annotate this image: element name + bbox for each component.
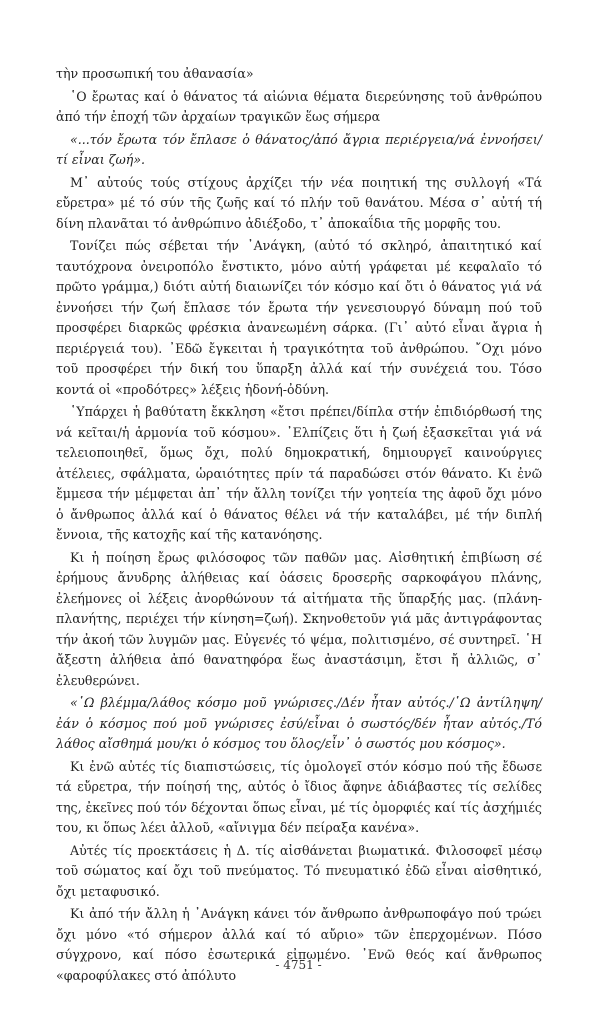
paragraph: ῾Ο ἔρωτας καί ὁ θάνατος τά αἰώνια θέματα διερεύνησης τοῦ ἀνθρώπου ἀπό τήν ἐποχή τῶν ἀρχαίων τραγικῶν ἕως σήμερα: [56, 88, 542, 124]
quote-paragraph: «...τόν ἔρωτα τόν ἔπλασε ὁ θάνατος/ἀπό ἄγρια περιέργεια/νά ἐννοήσει/τί εἶναι ζωή».: [56, 131, 542, 167]
quote-paragraph: «῾Ω βλέμμα/λάθος κόσμο μοῦ γνώρισες./Δέν ἦταν αὐτός./῾Ω ἀντίληψη/ἐάν ὁ κόσμος πού μοῦ γνώρισες ἐσύ/εἶναι ὁ σωστός/δέν ἦταν αὐτός./Τό λάθος αἴσθημά μου/κι ὁ κόσμος του ὅλος/εἶν᾿ ὁ σωστός μου κόσμος».: [56, 695, 542, 751]
paragraph: Τονίζει πώς σέβεται τήν ᾿Ανάγκη, (αὐτό τό σκληρό, ἀπαιτητικό καί ταυτόχρονα ὀνειροπόλο ἔνστικτο, μόνο αὐτή γράφεται μέ κεφαλαῖο τό πρῶτο γράμμα,) διότι αὐτή διαιωνίζει τόν κόσμο καί ὄτι ὁ θάνατος γιά νά ἐννοήσει τήν ζωή ἔπλασε τόν ἔρωτα τήν γενεσιουργό δύναμη πού τοῦ προσφέρει διαρκῶς φρέσκια ἀνανεωμένη σάρκα. (Γι᾿ αὐτό εἶναι ἄγρια ἡ περιέργειά του). ᾿Εδῶ ἔγκειται ἡ τραγικότητα τοῦ ἀνθρώπου. ῎Οχι μόνο τοῦ προσφέρει τήν δική του ὕπαρξη ἀλλά καί τήν συνέχειά του. Τόσο κοντά οἱ «προδότρες» λέξεις ἡδονή-ὀδύνη.: [56, 238, 542, 397]
paragraph: ῾Υπάρχει ἡ βαθύτατη ἔκκληση «ἔτσι πρέπει/δίπλα στήν ἐπιδιόρθωσή της νά κεῖται/ἡ ἁρμονία τοῦ κόσμου». ᾿Ελπίζεις ὅτι ἡ ζωή ἐξασκεῖται γιά νά τελειοποιηθεῖ, ὅμως ὄχι, πολύ δημοκρατική, δημιουργεῖ καινούργιες ἀτέλειες, σφάλματα, ὡραιότητες πρίν τά παραδώσει στόν θάνατο. Κι ἐνῶ ἔμμεσα τήν μέμφεται ἀπ᾿ τήν ἄλλη τονίζει τήν γοητεία της ἀφοῦ ὄχι μόνο ὁ ἄνθρωπος ἀλλά καί ὁ θάνατος θέλει νά τήν καταλάβει, μέ τήν διπλή ἔννοια, τῆς κατοχῆς καί τῆς κατανόησης.: [56, 404, 542, 542]
paragraph: Κι ἐνῶ αὐτές τίς διαπιστώσεις, τίς ὁμολογεῖ στόν κόσμο πού τῆς ἔδωσε τά εὔρετρα, τήν ποίησή της, αὐτός ὁ ἴδιος ἄφηνε ἀδιάβαστες τίς σελίδες της, ἐκεῖνες πού τόν δέχονται ὅπως εἶναι, μέ τίς ὀμορφιές καί τίς ἀσχήμιές του, κι ὅπως λέει ἀλλοῦ, «αἴνιγμα δέν πείραξα κανένα».: [56, 758, 542, 835]
page-number: - 4751 -: [275, 958, 322, 972]
body-text: [56, 64, 542, 988]
paragraph: Κι ἡ ποίηση ἔρως φιλόσοφος τῶν παθῶν μας. Αἰσθητική ἐπιβίωση σέ ἐρήμους ἄνυδρης ἀλήθειας καί ὀάσεις δροσερῆς σαρκοφάγου πλάνης, ἐλεήμονες οἱ λέξεις ἀνορθώνουν τά αἰτήματα τῆς ὕπαρξής μας. (πλάνη-πλανήτης, περιέχει τήν κίνηση=ζωή). Σκηνοθετοῦν γιά μᾶς ἀντιγράφοντας τήν ἀκοή τῶν λυγμῶν μας. Εὐγενές τό ψέμα, πολιτισμένο, σέ συντηρεῖ. ῾Η ἄξεστη ἀλήθεια ἀπό θανατηφόρα ἕως ἀναστάσιμη, ἔτσι ἤ ἀλλιῶς, σ᾿ ἐλευθερώνει.: [56, 549, 542, 688]
paragraph: Αὐτές τίς προεκτάσεις ἡ Δ. τίς αἰσθάνεται βιωματικά. Φιλοσοφεῖ μέσῳ τοῦ σώματος καί ὄχι τοῦ πνεύματος. Τό πνευματικό ἐδῶ εἶναι αἰσθητικό, ὄχι μεταφυσικό.: [56, 842, 542, 899]
paragraph: Κι ἀπό τήν ἄλλη ἡ ᾿Ανάγκη κάνει τόν ἄνθρωπο ἀνθρωποφάγο πού τρώει ὄχι μόνο «τό σήμερον ἀλλά καί τό αὔριο» τῶν ἐπερχομένων. Πόσο σύγχρονο, καί πόσο ἐσωτερικά εἰπωμένο. ᾿Ενῶ θεός καί ἄνθρωπος «φαροφύλακες στό ἀπόλυτο: [56, 906, 542, 983]
paragraph: τὴν προσωπική του ἀθανασία»: [56, 66, 254, 81]
paragraph: Μ᾿ αὐτούς τούς στίχους ἀρχίζει τήν νέα ποιητική της συλλογή «Τά εὔρετρα» μέ τό σύν τῆς ζωῆς καί τό πλήν τοῦ θανάτου. Μέσα σ᾿ αὐτή τή δίνη πλανᾶται τό ἀνθρώπινο ἀδιέξοδο, τ᾿ ἀποκαΐδια τῆς μορφῆς του.: [56, 174, 542, 231]
